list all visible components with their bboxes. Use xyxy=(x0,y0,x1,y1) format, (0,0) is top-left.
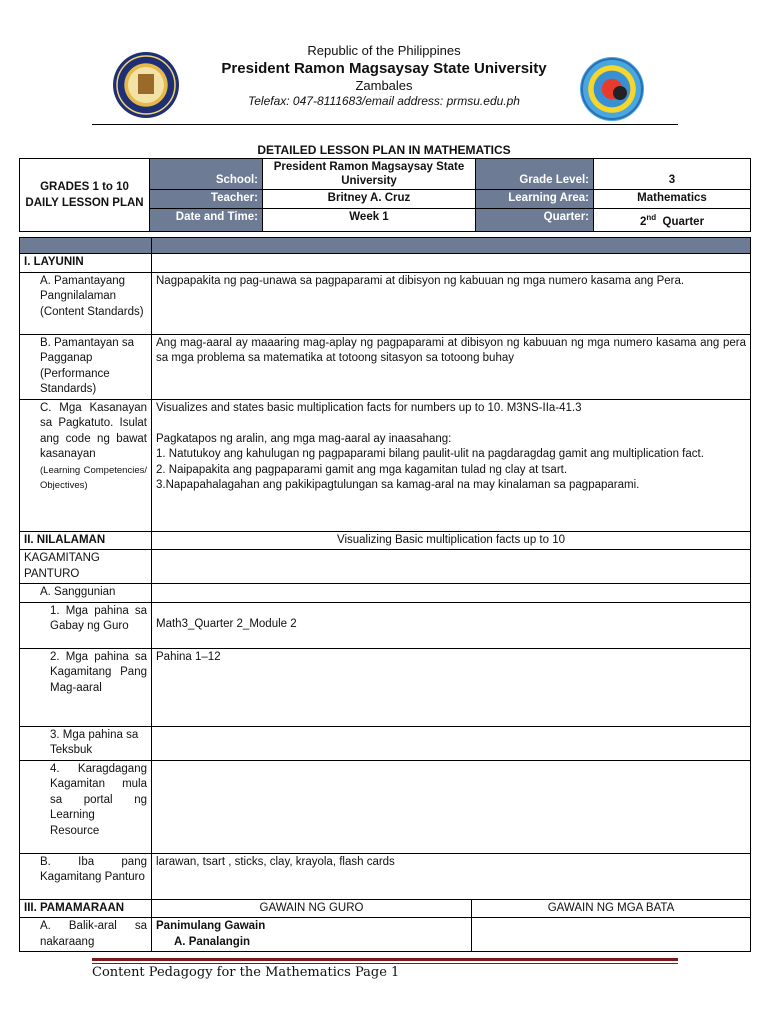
area-label: Learning Area: xyxy=(476,190,594,209)
header-university: President Ramon Magsaysay State University xyxy=(221,60,547,77)
learner-pages-label: 2. Mga pahina sa Kagamitang Pang Mag-aaral xyxy=(20,648,152,726)
guide-pages-text: Math3_Quarter 2_Module 2 xyxy=(152,602,751,648)
kagamitan-label: KAGAMITANG PANTURO xyxy=(20,550,152,584)
header-republic: Republic of the Philippines xyxy=(307,43,461,58)
teacher-label: Teacher: xyxy=(150,190,263,209)
section-layunin: I. LAYUNIN xyxy=(20,254,152,273)
learner-pages-text: Pahina 1–12 xyxy=(152,648,751,726)
sanggunian-label: A. Sanggunian xyxy=(20,584,152,603)
quarter-label: Quarter: xyxy=(476,208,594,231)
teacher-value: Britney A. Cruz xyxy=(263,190,476,209)
footer-rule-thin xyxy=(92,963,678,964)
nilalaman-text: Visualizing Basic multiplication facts up to 10 xyxy=(152,531,751,550)
footer-rule xyxy=(92,958,678,961)
header-contact: Telefax: 047-8111683/email address: prmsu.edu.ph xyxy=(248,94,520,108)
grade-label: Grade Level: xyxy=(476,159,594,190)
header-rule xyxy=(92,124,678,125)
review-label: A. Balik-aral sa nakaraang xyxy=(20,918,152,952)
quarter-value: 2nd Quarter xyxy=(594,208,751,231)
school-value: President Ramon Magsaysay State University xyxy=(263,159,476,190)
doc-title: DETAILED LESSON PLAN IN MATHEMATICS xyxy=(257,143,511,157)
content-standards-text: Nagpapakita ng pag-unawa sa pagpaparami at dibisyon ng kabuuan ng mga numero kasama ang Pera. xyxy=(152,272,751,334)
grades-label: GRADES 1 to 10 DAILY LESSON PLAN xyxy=(20,159,150,232)
date-value: Week 1 xyxy=(263,208,476,231)
pupil-activity-cell xyxy=(472,918,751,952)
other-materials-text: larawan, tsart , sticks, clay, krayola, flash cards xyxy=(152,853,751,899)
teacher-activity-header: GAWAIN NG GURO xyxy=(152,899,472,918)
performance-standards-label: B. Pamantayan sa Pagganap (Performance Standards) xyxy=(20,334,152,399)
plan-table xyxy=(19,237,751,952)
competencies-text: Visualizes and states basic multiplication facts for numbers up to 10. M3NS-IIa-41.3 Pagkatapos ng aralin, ang mga mag-aaral ay inaasahang: 1. Natutukoy ang kahulugan ng pagpaparami bilang paulit-ulit na pagdaragdag gamit ang multiplication fact. 2. Naipapakita ang pagpaparami gamit ang mga kagamitan tulad ng clay at tsart. 3.Napapahalagahan ang pakikipagtulungan sa kamag-aral na may kinalaman sa pagpaparami. xyxy=(152,399,751,531)
teacher-activity-cell: Panimulang Gawain A. Panalangin xyxy=(152,918,472,952)
grade-value: 3 xyxy=(594,159,751,190)
school-label: School: xyxy=(150,159,263,190)
header-province: Zambales xyxy=(355,78,413,93)
textbook-pages-label: 3. Mga pahina sa Teksbuk xyxy=(20,726,152,760)
info-table xyxy=(19,158,751,232)
footer-text: Content Pedagogy for the Mathematics Page 1 xyxy=(92,965,400,980)
additional-materials-label: 4. Karagdagang Kagamitan mula sa portal ng Learning Resource xyxy=(20,760,152,853)
performance-standards-text: Ang mag-aaral ay maaaring mag-aplay ng pagpaparami at dibisyon ng kabuuan ng mga numero kasama ang pera sa mga problema sa matematika at totoong sitasyon sa totoong buhay xyxy=(152,334,751,399)
section-nilalaman: II. NILALAMAN xyxy=(20,531,152,550)
date-label: Date and Time: xyxy=(150,208,263,231)
pupil-activity-header: GAWAIN NG MGA BATA xyxy=(472,899,751,918)
competencies-label: C. Mga Kasanayan sa Pagkatuto. Isulat ang code ng bawat kasanayan (Learning Competencies/ Objectives) xyxy=(20,399,152,531)
other-materials-label: B. Iba pang Kagamitang Panturo xyxy=(20,853,152,899)
content-standards-label: A. Pamantayang Pangnilalaman (Content Standards) xyxy=(20,272,152,334)
area-value: Mathematics xyxy=(594,190,751,209)
section-pamamaraan: III. PAMAMARAAN xyxy=(20,899,152,918)
guide-pages-label: 1. Mga pahina sa Gabay ng Guro xyxy=(20,602,152,648)
